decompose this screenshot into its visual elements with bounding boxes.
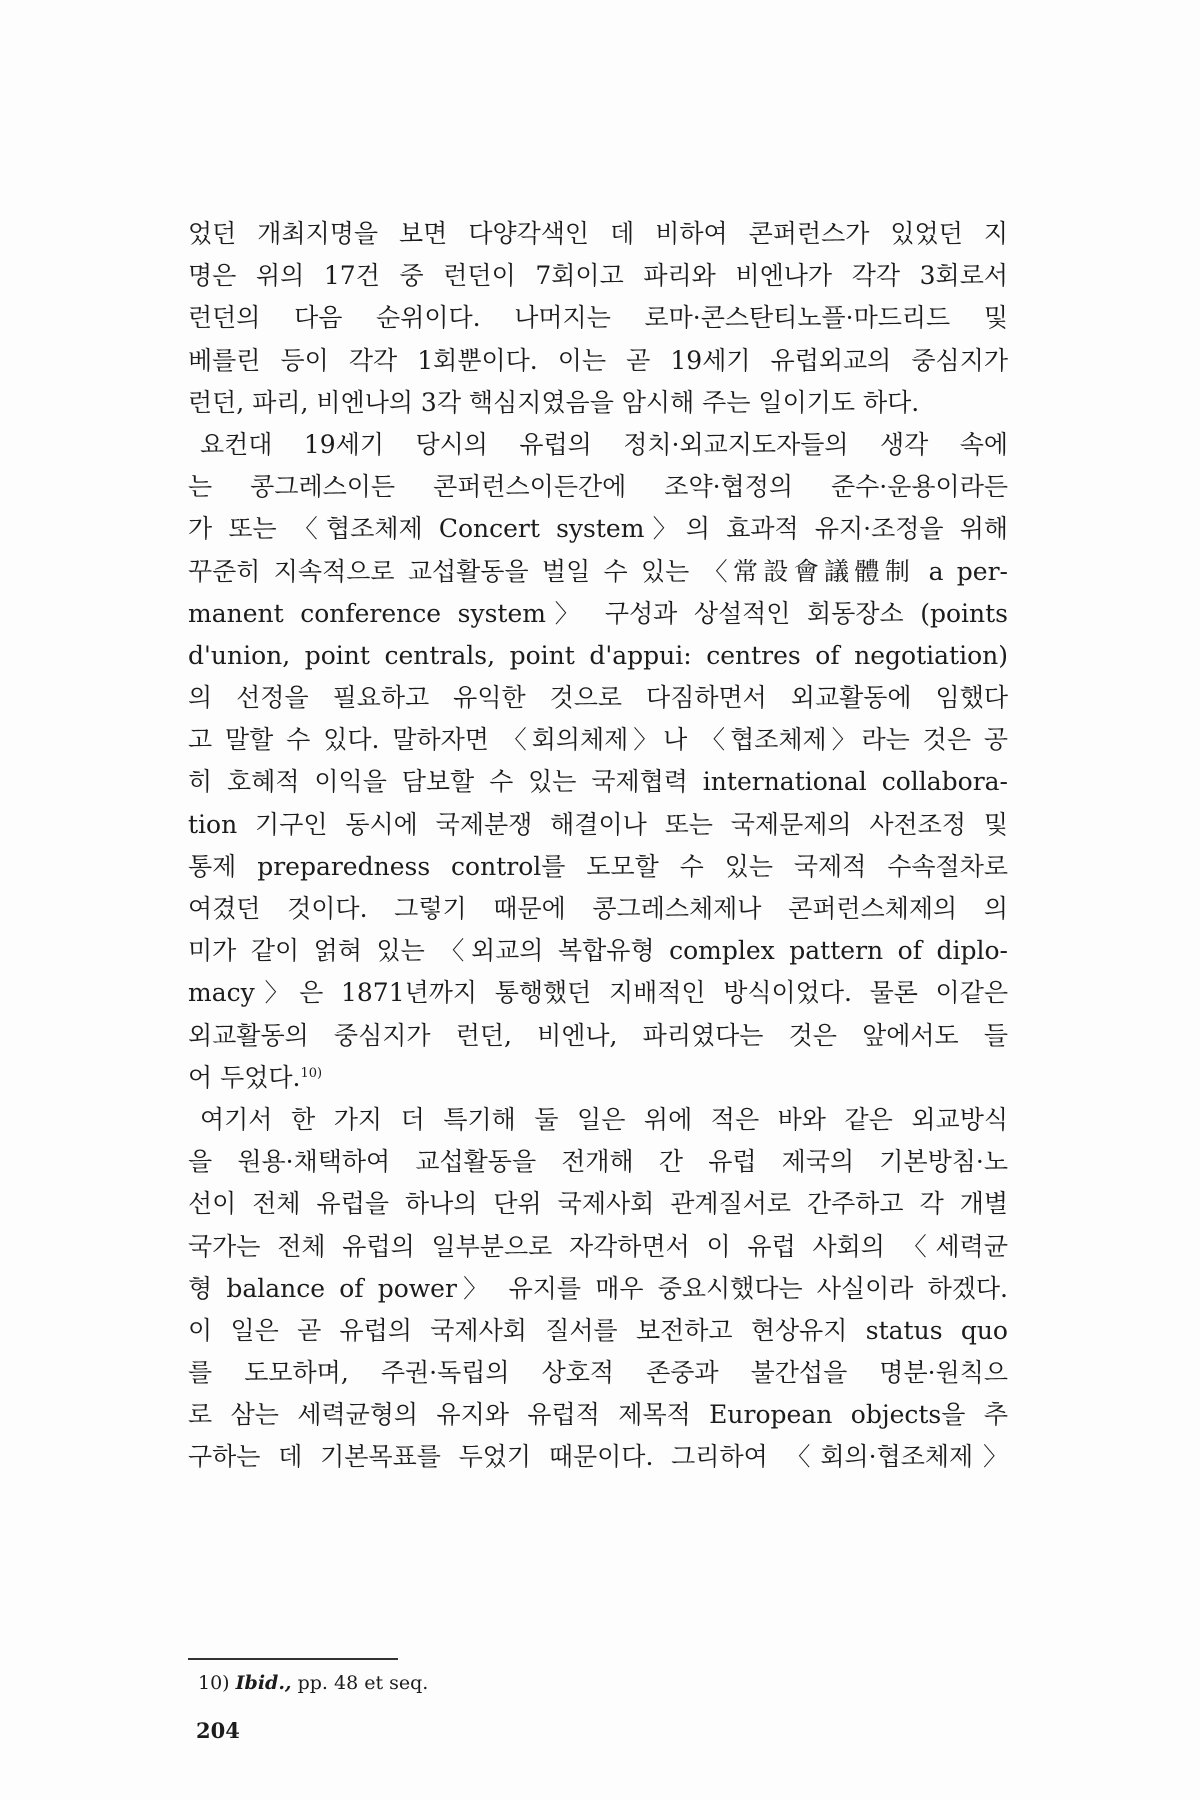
body-line: 를 도모하며, 주권·독립의 상호적 존중과 불간섭을 명분·원칙으 bbox=[188, 1358, 1008, 1388]
footnote-number: 10) bbox=[198, 1672, 230, 1694]
body-line-text: 어 두었다. bbox=[188, 1062, 301, 1092]
footnote-source: Ibid., bbox=[235, 1672, 292, 1694]
body-line: 의 선정을 필요하고 유익한 것으로 다짐하면서 외교활동에 임했다 bbox=[188, 683, 1008, 713]
body-text bbox=[188, 213, 1008, 1479]
body-line: 이 일은 곧 유럽의 국제사회 질서를 보전하고 현상유지 status quo bbox=[188, 1315, 1008, 1345]
body-line: 구하는 데 기본목표를 두었기 때문이다. 그리하여 〈회의·협조체제〉 bbox=[188, 1442, 1008, 1472]
body-line: 을 원용·채택하여 교섭활동을 전개해 간 유럽 제국의 기본방침·노 bbox=[188, 1147, 1008, 1177]
footnote-reference: 10) bbox=[300, 1065, 323, 1081]
body-line: manent conference system〉 구성과 상설적인 회동장소 (points bbox=[188, 598, 1008, 628]
footnote bbox=[198, 1668, 428, 1698]
body-line-with-footnote bbox=[188, 1057, 1008, 1099]
body-line: 요컨대 19세기 당시의 유럽의 정치·외교지도자들의 생각 속에 bbox=[200, 429, 1008, 459]
body-line: 고 말할 수 있다. 말하자면 〈회의체제〉나 〈협조체제〉라는 것은 공 bbox=[188, 725, 1008, 755]
page-number: 204 bbox=[196, 1718, 240, 1743]
body-line: 여겼던 것이다. 그렇기 때문에 콩그레스체제나 콘퍼런스체제의 의 bbox=[188, 894, 1008, 923]
body-line: 선이 전체 유럽을 하나의 단위 국제사회 관계질서로 간주하고 각 개별 bbox=[188, 1189, 1008, 1219]
body-line: 는 콩그레스이든 콘퍼런스이든간에 조약·협정의 준수·운용이라든 bbox=[188, 472, 1008, 502]
footnote-pages: pp. 48 et seq. bbox=[297, 1672, 429, 1694]
body-line: 여기서 한 가지 더 특기해 둘 일은 위에 적은 바와 같은 외교방식 bbox=[200, 1104, 1008, 1134]
body-line: tion 기구인 동시에 국제분쟁 해결이나 또는 국제문제의 사전조정 및 bbox=[188, 809, 1008, 839]
body-line: 히 호혜적 이익을 담보할 수 있는 국제협력 international collabora- bbox=[188, 767, 1008, 797]
body-line: 외교활동의 중심지가 런던, 비엔나, 파리였다는 것은 앞에서도 들 bbox=[188, 1020, 1008, 1050]
body-line: 가 또는 〈협조체제 Concert system〉의 효과적 유지·조정을 위해 bbox=[188, 514, 1008, 544]
body-line: 통제 preparedness control를 도모할 수 있는 국제적 수속절차로 bbox=[188, 851, 1008, 881]
body-line: 미가 같이 얽혀 있는 〈외교의 복합유형 complex pattern of diplo- bbox=[188, 936, 1008, 966]
body-line: 런던, 파리, 비엔나의 3각 핵심지였음을 암시해 주는 일이기도 하다. bbox=[188, 387, 920, 417]
body-line: 런던의 다음 순위이다. 나머지는 로마·콘스탄티노플·마드리드 및 bbox=[188, 303, 1008, 333]
body-line: 꾸준히 지속적으로 교섭활동을 벌일 수 있는 〈常設會議體制 a per- bbox=[188, 556, 1008, 586]
body-line: d'union, point centrals, point d'appui: centres of negotiation) bbox=[188, 640, 1008, 670]
body-line: 로 삼는 세력균형의 유지와 유럽적 제목적 European objects을 추 bbox=[188, 1400, 1008, 1430]
body-line: 었던 개최지명을 보면 다양각색인 데 비하여 콘퍼런스가 있었던 지 bbox=[188, 219, 1008, 248]
body-line: 명은 위의 17건 중 런던이 7회이고 파리와 비엔나가 각각 3회로서 bbox=[188, 261, 1008, 291]
footnote-divider bbox=[188, 1658, 398, 1660]
body-line: macy〉은 1871년까지 통행했던 지배적인 방식이었다. 물론 이같은 bbox=[188, 978, 1008, 1008]
body-line: 형 balance of power〉 유지를 매우 중요시했다는 사실이라 하겠다. bbox=[188, 1273, 1008, 1303]
body-line: 베를린 등이 각각 1회뿐이다. 이는 곧 19세기 유럽외교의 중심지가 bbox=[188, 345, 1008, 375]
body-line: 국가는 전체 유럽의 일부분으로 자각하면서 이 유럽 사회의 〈세력균 bbox=[188, 1231, 1008, 1261]
